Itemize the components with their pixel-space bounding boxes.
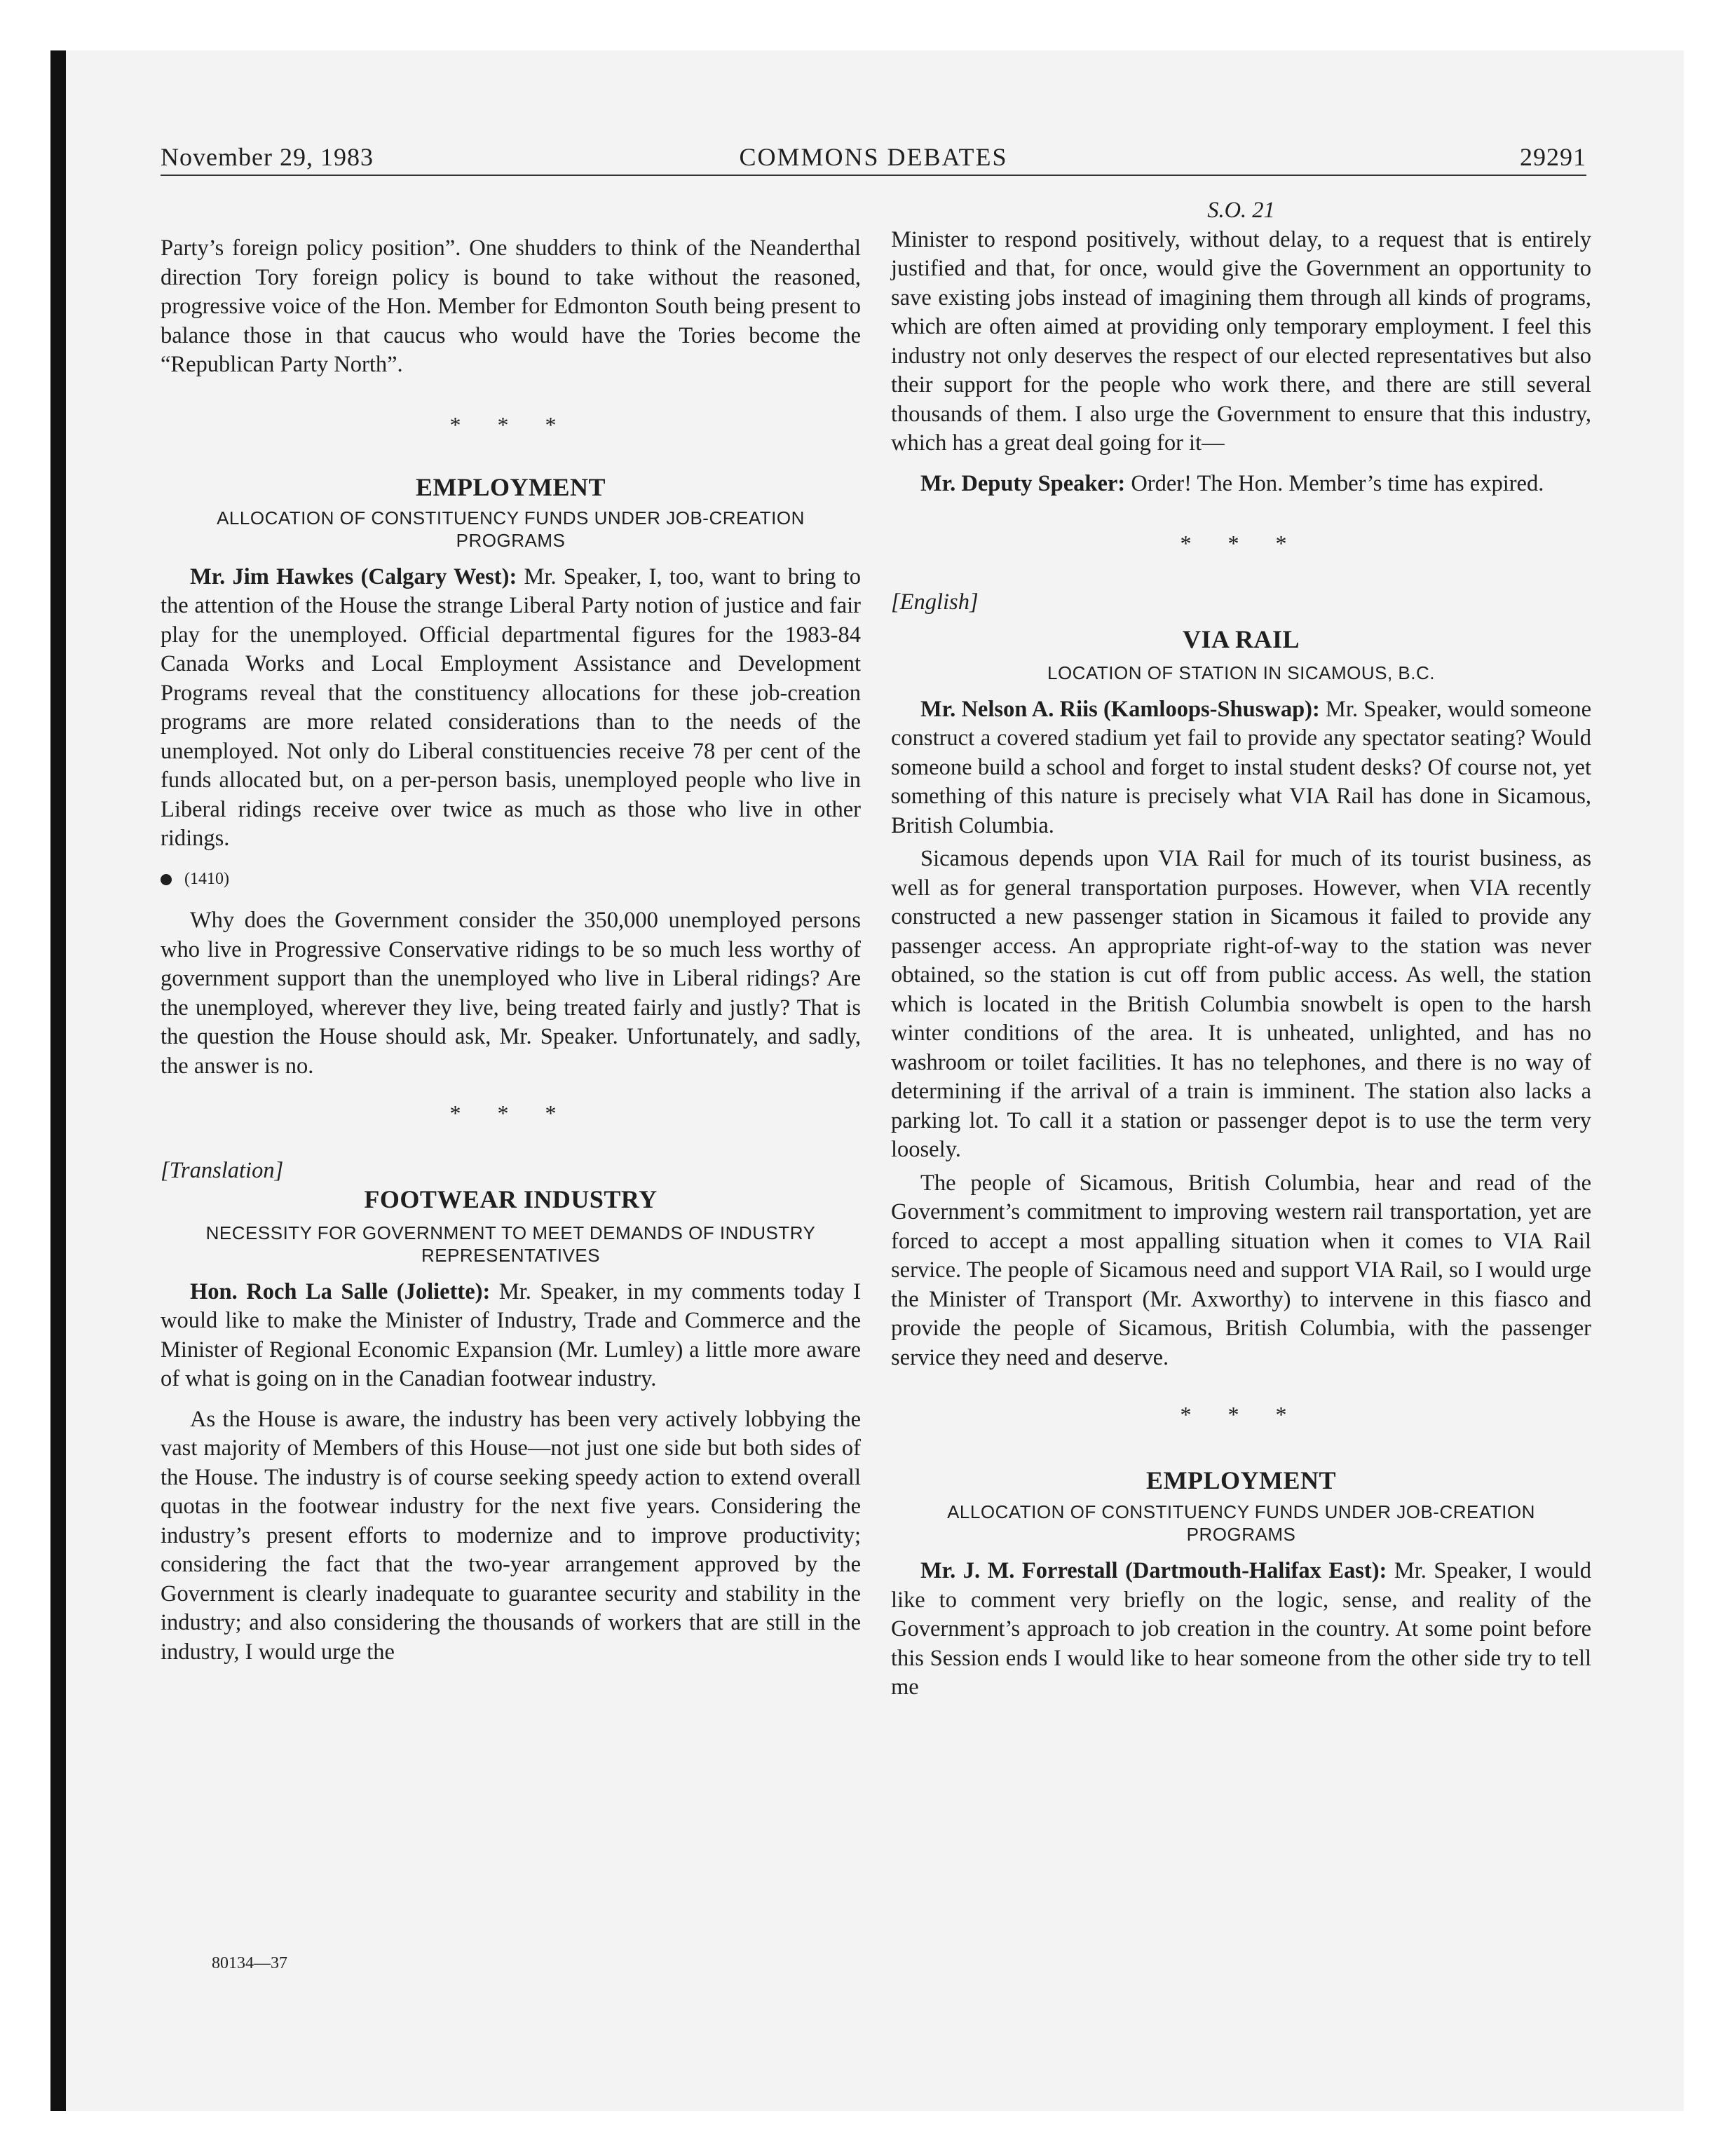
- speech-text: Mr. Speaker, I would like to comment very briefly on the logic, sense, and reality of the Government’s approach to job creation in the country. At some point before this Session ends I would like to hear someone from the other side try to tell me: [891, 1558, 1591, 1700]
- left-paragraph-lasalle: [161, 1278, 861, 1394]
- right-paragraph-deputy-speaker: [891, 470, 1591, 499]
- left-paragraph-hawkes: [161, 563, 861, 854]
- right-paragraph-forrestall: [891, 1557, 1591, 1703]
- time-marker: [161, 865, 861, 894]
- language-note: [Translation]: [161, 1157, 284, 1183]
- right-paragraph-1: Minister to respond positively, without delay, to a request that is entirely justified and that, for once, would give the Government an opportunity to save existing jobs instead of imagining them through all kinds of programs, which are often aimed at providing only temporary employment. I feel this industry not only deserves the respect of our elected representatives but also their support for the people who work there, and there are still several thousands of them. I also urge the Government to ensure that this industry, which has a great deal going for it—: [891, 226, 1591, 456]
- page-header: [161, 142, 1586, 176]
- speaker-name: Hon. Roch La Salle (Joliette):: [190, 1278, 491, 1304]
- language-note: [English]: [891, 589, 979, 615]
- header-title: COMMONS DEBATES: [739, 143, 1008, 171]
- header-page-number: 29291: [1520, 143, 1586, 171]
- section-heading-employment: EMPLOYMENT: [416, 473, 606, 501]
- section-heading-footwear: FOOTWEAR INDUSTRY: [364, 1185, 658, 1213]
- section-separator: * * *: [449, 411, 572, 437]
- section-separator: * * *: [1180, 531, 1302, 556]
- speaker-name: Mr. Deputy Speaker:: [920, 470, 1126, 496]
- speaker-name: Mr. J. M. Forrestall (Dartmouth-Halifax East):: [920, 1558, 1387, 1583]
- right-paragraph-riis: [891, 695, 1591, 841]
- speech-text: Mr. Speaker, would someone construct a covered stadium yet fail to provide any spectator seating? Would someone build a school and forget to instal student desks? Of course not, yet something of this nature is precisely what VIA Rail has done in Sicamous, British Columbia.: [891, 696, 1592, 838]
- section-subheading: ALLOCATION OF CONSTITUENCY FUNDS UNDER JOB-CREATION PROGRAMS: [947, 1501, 1535, 1545]
- section-heading-employment: EMPLOYMENT: [1146, 1466, 1336, 1494]
- section-subheading: LOCATION OF STATION IN SICAMOUS, B.C.: [1047, 662, 1435, 683]
- right-column: [891, 196, 1591, 1703]
- time-marker-label: (1410): [184, 869, 229, 888]
- left-paragraph-5: As the House is aware, the industry has been very actively lobbying the vast majority of Members of this House—not just one side but both sides of the House. The industry is of course seeking speedy action to extend overall quotas in the footwear industry for the next five years. Considering the industry’s present efforts to modernize and to improve productivity; considering the fact that the two-year arrangement approved by the Government is clearly inadequate to guarantee security and stability in the industry; and also considering the thousands of workers that are still in the industry, I would urge the: [161, 1406, 861, 1665]
- left-paragraph-3: Why does the Government consider the 350,000 unemployed persons who live in Progressive Conservative ridings to be so much less worthy of government support than the unemployed who live in Liberal ridings? Are the unemployed, wherever they live, being treated fairly and justly? That is the question the House should ask, Mr. Speaker. Unfortunately, and sadly, the answer is no.: [161, 908, 861, 1079]
- section-heading-via-rail: VIA RAIL: [1182, 625, 1300, 653]
- section-subheading: ALLOCATION OF CONSTITUENCY FUNDS UNDER JOB-CREATION PROGRAMS: [217, 507, 805, 551]
- speaker-name: Mr. Nelson A. Riis (Kamloops-Shuswap):: [920, 696, 1320, 722]
- speech-text: Order! The Hon. Member’s time has expired.: [1125, 470, 1544, 496]
- left-column: [161, 234, 861, 1667]
- speech-text: Mr. Speaker, I, too, want to bring to the attention of the House the strange Liberal Party notion of justice and fair play for the unemployed. Official departmental figures for the 1983-84 Canada Works and Local Employment Assistance and Development Programs reveal that the constituency allocations for these job-creation programs are more related considerations than to the needs of the unemployed. Not only do Liberal constituencies receive 78 per cent of the funds allocated but, on a per-person basis, unemployed people who live in Liberal ridings receive over twice as much as those who live in other ridings.: [161, 564, 861, 851]
- right-paragraph-5: The people of Sicamous, British Columbia, hear and read of the Government’s commitment to improving western rail transportation, yet are forced to accept a most appalling situation when it comes to VIA Rail service. The people of Sicamous need and support VIA Rail, so I would urge the Minister of Transport (Mr. Axworthy) to intervene in this fiasco and provide the people of Sicamous, British Columbia, with the passenger service they need and deserve.: [891, 1170, 1591, 1370]
- bullet-dot-icon: [161, 874, 172, 885]
- footer-code: 80134—37: [212, 1954, 287, 1972]
- section-separator: * * *: [449, 1100, 572, 1126]
- section-subheading: NECESSITY FOR GOVERNMENT TO MEET DEMANDS OF INDUSTRY REPRESENTATIVES: [205, 1222, 816, 1266]
- speech-text: Mr. Speaker, in my comments today I would like to make the Minister of Industry, Trade and Commerce and the Minister of Regional Economic Expansion (Mr. Lumley) a little more aware of what is going on in the Canadian footwear industry.: [161, 1278, 861, 1391]
- left-paragraph-1: Party’s foreign policy position”. One shudders to think of the Neanderthal direction Tory foreign policy is bound to take without the reasoned, progressive voice of the Hon. Member for Edmonton South being present to balance those in that caucus who would have the Tories become the “Republican Party North”.: [161, 236, 861, 377]
- section-separator: * * *: [1180, 1402, 1302, 1427]
- header-date: November 29, 1983: [161, 143, 374, 171]
- right-paragraph-4: Sicamous depends upon VIA Rail for much of its tourist business, as well as for general transportation purposes. However, when VIA recently constructed a new passenger station in Sicamous it failed to provide any passenger access. An appropriate right-of-way to the station was never obtained, so the station is cut off from public access. As well, the station which is located in the British Columbia snowbelt is open to the harsh winter conditions of the area. It is unheated, unlighted, and has no washroom or toilet facilities. It has no telephones, and there is no way of determining if the arrival of a train is imminent. The station also lacks a parking lot. To call it a station or passenger depot is to use the term very loosely.: [891, 846, 1591, 1162]
- speaker-name: Mr. Jim Hawkes (Calgary West):: [190, 564, 517, 589]
- standing-order-label: S.O. 21: [1207, 198, 1275, 223]
